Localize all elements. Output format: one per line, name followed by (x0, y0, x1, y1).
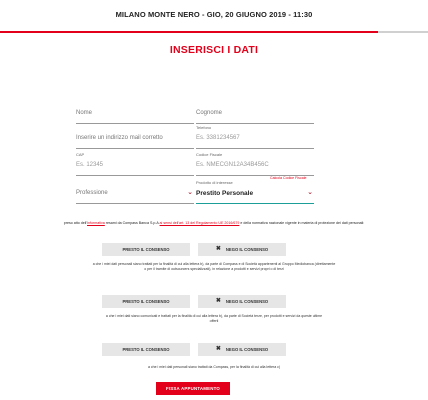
prodotto-select[interactable] (196, 180, 314, 204)
prodotto-label: Prodotto di interesse (196, 180, 233, 185)
close-icon: ✖ (215, 246, 221, 253)
page-title: INSERISCI I DATI (169, 44, 259, 56)
informativa-link[interactable]: Informativa (87, 221, 105, 225)
telefono-label: Telefono (196, 125, 212, 130)
nome-field[interactable] (76, 100, 194, 124)
close-icon: ✖ (215, 346, 221, 353)
cap-placeholder: Es. 12345 (76, 162, 104, 168)
cap-label: CAP (76, 152, 85, 157)
consent-row-1 (102, 243, 286, 256)
deny-consent-button-2[interactable] (198, 295, 286, 308)
disclaimer-text: resami da Compass Banca S.p.A (104, 221, 160, 225)
field-underline (76, 175, 194, 176)
field-underline (76, 148, 194, 149)
calcola-codice-fiscale-link[interactable]: Calcola Codice Fiscale (270, 176, 307, 180)
field-underline (76, 203, 194, 204)
deny-consent-label: NEGO IL CONSENSO (225, 299, 269, 304)
field-underline (196, 123, 314, 124)
deny-consent-button-1[interactable] (198, 243, 286, 256)
nome-placeholder: Nome (76, 110, 93, 116)
deny-consent-button-3[interactable] (198, 343, 286, 356)
deny-consent-label: NEGO IL CONSENSO (225, 347, 269, 352)
email-field[interactable] (76, 125, 194, 149)
codice-fiscale-field[interactable] (196, 152, 314, 176)
field-underline (196, 148, 314, 149)
cognome-field[interactable] (196, 100, 314, 124)
cap-field[interactable] (76, 152, 194, 176)
consent-text-2: a che i miei dati siano comunicati e trattati per la finalità di cui alla lettera b), da parte di Società terze, per prodotti e servizi da queste ultime offerti (105, 314, 323, 323)
prodotto-value: Prestito Personale (196, 190, 254, 197)
consent-row-3 (102, 343, 286, 356)
fissa-appuntamento-button[interactable]: FISSA APPUNTAMENTO (156, 382, 230, 395)
consent-text-3: a che i miei dati personali siano trattati da Compass, per la finalità di cui alla lettera c) (147, 365, 281, 369)
deny-consent-label: NEGO IL CONSENSO (225, 247, 269, 252)
telefono-field[interactable] (196, 125, 314, 149)
telefono-placeholder: Es. 3381234567 (196, 135, 240, 141)
appointment-title: MILANO MONTE NERO - GIO, 20 GIUGNO 2019 - 11:30 (115, 10, 313, 19)
codice-fiscale-placeholder: Es. NMECGN12A34B456C (196, 162, 269, 168)
give-consent-button-3[interactable]: PRESTO IL CONSENSO (102, 343, 190, 356)
progress-fill (0, 31, 378, 33)
field-underline-active (196, 203, 314, 205)
chevron-down-icon: ⌄ (187, 189, 193, 196)
disclaimer-text: e della normativa nazionale vigente in materia di protezione dei dati personali: (239, 221, 365, 225)
professione-placeholder: Professione (76, 190, 108, 196)
give-consent-button-1[interactable]: PRESTO IL CONSENSO (102, 243, 190, 256)
cognome-placeholder: Cognome (196, 110, 223, 116)
field-underline (76, 123, 194, 124)
chevron-down-icon: ⌄ (307, 189, 313, 196)
privacy-disclaimer (0, 221, 428, 225)
top-bar (0, 0, 428, 33)
give-consent-button-2[interactable]: PRESTO IL CONSENSO (102, 295, 190, 308)
close-icon: ✖ (215, 298, 221, 305)
disclaimer-text: preso atto dell' (63, 221, 88, 225)
regolamento-link[interactable]: ai sensi dell'art. 13 del Regolamento UE 2016/679 (159, 221, 240, 225)
email-placeholder: Inserire un indirizzo mail corretto (76, 135, 163, 141)
consent-text-1: a che i miei dati personali siano trattati per la finalità di cui alla lettera b), da parte di Compass e di Società appartenenti al Gruppo Mediobanca (direttamente o per il tramite di outsourcers specializzati), in relazione a prodotti e servizi propri o di terzi (92, 262, 336, 271)
professione-select[interactable] (76, 180, 194, 204)
codice-fiscale-label: Codice Fiscale (196, 152, 223, 157)
consent-row-2 (102, 295, 286, 308)
